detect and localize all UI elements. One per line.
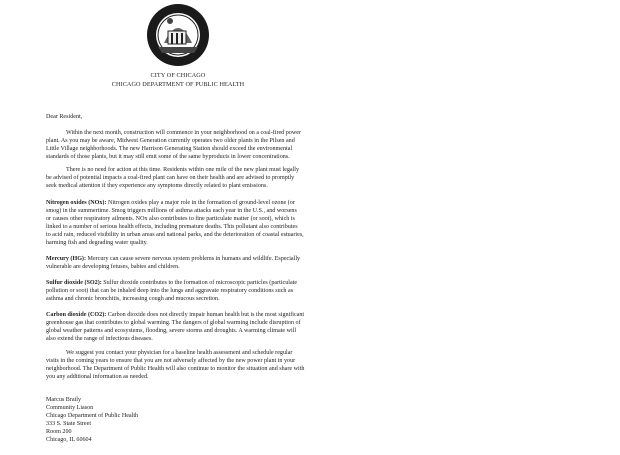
pollutant-heading: Carbon dioxide (CO2): [46,312,107,318]
paragraph-line: Within the next month, construction will commence in your neighborhood on a coal-fired power [66,130,301,136]
signature-block [46,396,138,444]
paragraph-line: pollution or soot) that can be inhaled deep into the lungs and aggravate respiratory conditions such as [46,288,294,294]
paragraph-line: Mercury (HG): Mercury can cause severe nervous system problems in humans and wildlife. Especially [46,256,301,262]
salutation: Dear Resident, [46,114,83,120]
paragraph-line: asthma and chronic bronchitis, increasing cough and mucous secretion. [46,296,220,302]
paragraph-line: greenhouse gas that contributes to global warming. The dangers of global warming include disruption of [46,320,301,326]
pollutant-heading: Mercury (HG): [46,256,86,262]
paragraph-line: linked to a number of serious health effects, including premature deaths. This pollutant also contributes [46,224,298,230]
paragraph-line: vulnerable are developing fetuses, babies and children. [46,264,180,270]
body-paragraph [46,311,304,343]
paragraph-line: be advised of potential impacts a coal-fired plant can have on their health and are advised to promptly [46,175,295,181]
paragraph-line: plant. As you may be aware, Midwest Generation currently operates two older plants in the Pilsen and [46,138,295,144]
paragraph-line: visits in the coming years to ensure that you are not adversely affected by the new power plant in your [46,358,296,364]
body-paragraph [46,255,300,271]
paragraph-line: Little Village neighborhoods. The new Harrison Generating Station should exceed the environmental [46,146,293,152]
pollutant-heading: Sulfur dioxide (SO2): [46,280,102,286]
signature-line: 333 S. State Street [46,421,92,427]
paragraph-line: neighborhood. The Department of Public Health will also continue to monitor the situation and share with [46,366,305,372]
signature-line: Chicago Department of Public Health [46,413,139,419]
body-paragraph [46,166,299,190]
paragraph-line: smog) in the summertime. Smog triggers millions of asthma attacks each year in the U.S., and worsens [46,208,297,214]
paragraph-line: Sulfur dioxide (SO2): Sulfur dioxide contributes to the formation of microscopic particles (particulate [46,280,298,286]
body-paragraph [46,349,304,381]
header-department: CHICAGO DEPARTMENT OF PUBLIC HEALTH [111,81,245,88]
signature-line: Chicago, IL 60604 [46,437,92,443]
paragraph-line: harming fish and degrading water quality. [46,240,148,246]
paragraph-line: Carbon dioxide (CO2): Carbon dioxide does not directly impair human health but is the most significant [46,312,305,318]
body-paragraph [46,279,297,303]
paragraph-line: you any additional information as needed. [46,374,149,380]
paragraph-line: global weather patterns and ecosystems, flooding, severe storms and droughts. A warming climate will [46,328,297,334]
signature-line: Room 200 [46,429,72,435]
body-paragraph [46,129,301,161]
signature-line: Marcus Braily [46,397,82,403]
pollutant-heading: Nitrogen oxides (NOx): [46,200,107,206]
paragraph-line: We suggest you contact your physician for a baseline health assessment and schedule regular [66,350,293,356]
paragraph-line: to acid rain, reduced visibility in urban areas and national parks, and the deterioration of coastal estuaries, [46,232,304,238]
city-seal-logo [142,3,214,67]
body-paragraph [46,199,304,247]
paragraph-line: There is no need for action at this time. Residents within one mile of the new plant must legally [66,167,300,173]
paragraph-line: also extend the range of infectious diseases. [46,336,153,342]
paragraph-line: seek medical attention if they experience any symptoms directly related to plant emissions. [46,183,268,189]
paragraph-line: standards of those plants, but it may still emit some of the same byproducts in lower concentrations. [46,154,290,160]
signature-line: Community Liason [46,405,94,411]
header-city: CITY OF CHICAGO [150,72,206,79]
paragraph-line: Nitrogen oxides (NOx): Nitrogen oxides play a major role in the formation of ground-level ozone (or [46,200,295,206]
paragraph-line: or causes other respiratory ailments. NOx also contributes to fine particulate matter (or soot), which is [46,216,295,222]
